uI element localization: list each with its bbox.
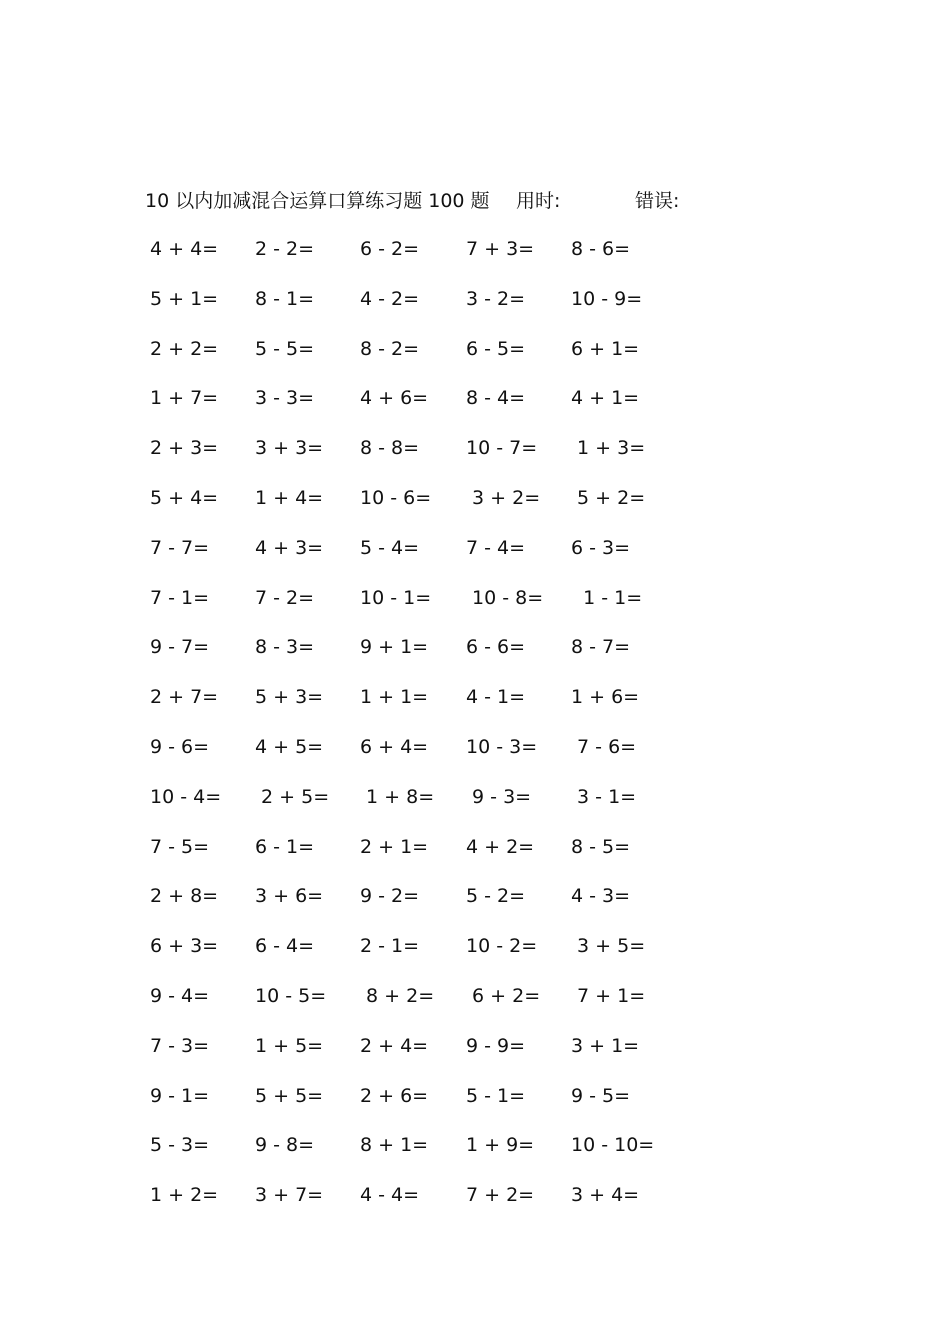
problem-item: 5 + 2= — [571, 486, 646, 509]
problem-item: 5 - 4= — [360, 536, 420, 559]
problem-item: 3 + 2= — [466, 486, 541, 509]
problem-item: 7 - 4= — [466, 536, 526, 559]
problem-item: 1 + 5= — [255, 1034, 324, 1057]
problem-row — [0, 532, 950, 582]
problem-item: 5 - 5= — [255, 337, 315, 360]
problem-item: 8 - 5= — [571, 835, 631, 858]
problem-item: 1 + 1= — [360, 686, 429, 709]
problem-item: 4 + 1= — [571, 387, 640, 410]
problem-item: 3 + 3= — [255, 437, 324, 460]
problem-item: 7 - 3= — [150, 1034, 210, 1057]
problem-item: 2 + 8= — [150, 885, 219, 908]
problem-item: 6 - 3= — [571, 536, 631, 559]
problem-row — [0, 1030, 950, 1080]
problem-row — [0, 432, 950, 482]
problem-item: 2 + 2= — [150, 337, 219, 360]
errors-label: 错误: — [635, 190, 680, 212]
problem-item: 2 + 6= — [360, 1084, 429, 1107]
problem-item: 7 - 2= — [255, 586, 315, 609]
problem-grid — [0, 233, 950, 1229]
problem-item: 10 - 9= — [571, 287, 643, 310]
problem-item: 7 - 1= — [150, 586, 210, 609]
problem-item: 2 + 7= — [150, 686, 219, 709]
problem-item: 6 + 3= — [150, 935, 219, 958]
problem-item: 1 + 7= — [150, 387, 219, 410]
worksheet-header — [145, 186, 845, 216]
problem-item: 9 - 6= — [150, 735, 210, 758]
worksheet-title: 10 以内加减混合运算口算练习题 100 题 — [145, 190, 490, 212]
problem-item: 9 - 5= — [571, 1084, 631, 1107]
problem-item: 5 + 1= — [150, 287, 219, 310]
problem-item: 6 - 1= — [255, 835, 315, 858]
problem-item: 1 + 4= — [255, 486, 324, 509]
problem-row — [0, 233, 950, 283]
problem-item: 1 + 8= — [360, 785, 435, 808]
problem-item: 8 - 3= — [255, 636, 315, 659]
problem-item: 10 - 1= — [360, 586, 432, 609]
problem-item: 9 - 1= — [150, 1084, 210, 1107]
problem-item: 2 - 1= — [360, 935, 420, 958]
problem-item: 2 - 2= — [255, 238, 315, 260]
problem-item: 8 - 2= — [360, 337, 420, 360]
problem-item: 2 + 4= — [360, 1034, 429, 1057]
problem-item: 9 - 9= — [466, 1034, 526, 1057]
problem-item: 6 - 5= — [466, 337, 526, 360]
problem-item: 6 - 6= — [466, 636, 526, 659]
problem-item: 3 + 4= — [571, 1184, 640, 1207]
problem-item: 6 + 2= — [466, 984, 541, 1007]
problem-row — [0, 1080, 950, 1130]
problem-item: 1 + 6= — [571, 686, 640, 709]
problem-item: 9 - 3= — [466, 785, 532, 808]
problem-item: 2 + 3= — [150, 437, 219, 460]
problem-item: 3 - 3= — [255, 387, 315, 410]
problem-row — [0, 681, 950, 731]
problem-item: 10 - 3= — [466, 735, 538, 758]
problem-item: 8 - 1= — [255, 287, 315, 310]
problem-item: 8 - 7= — [571, 636, 631, 659]
problem-item: 7 + 2= — [466, 1184, 535, 1207]
problem-item: 10 - 2= — [466, 935, 538, 958]
time-used-label: 用时: — [516, 190, 561, 212]
problem-item: 3 - 1= — [571, 785, 637, 808]
problem-row — [0, 631, 950, 681]
problem-row — [0, 482, 950, 532]
problem-item: 9 - 2= — [360, 885, 420, 908]
problem-row — [0, 1129, 950, 1179]
problem-item: 4 - 2= — [360, 287, 420, 310]
problem-item: 4 + 2= — [466, 835, 535, 858]
problem-item: 5 - 3= — [150, 1134, 210, 1157]
problem-item: 3 + 6= — [255, 885, 324, 908]
problem-item: 1 + 3= — [571, 437, 646, 460]
problem-item: 4 + 3= — [255, 536, 324, 559]
problem-row — [0, 831, 950, 881]
problem-item: 2 + 1= — [360, 835, 429, 858]
problem-item: 8 + 2= — [360, 984, 435, 1007]
problem-item: 3 + 1= — [571, 1034, 640, 1057]
problem-item: 5 + 4= — [150, 486, 219, 509]
problem-item: 8 - 4= — [466, 387, 526, 410]
problem-item: 6 + 1= — [571, 337, 640, 360]
problem-item: 3 - 2= — [466, 287, 526, 310]
problem-item: 9 + 1= — [360, 636, 429, 659]
problem-item: 8 - 6= — [571, 238, 631, 260]
problem-item: 10 - 5= — [255, 984, 327, 1007]
problem-item: 9 - 7= — [150, 636, 210, 659]
problem-item: 10 - 4= — [150, 785, 222, 808]
problem-item: 3 + 7= — [255, 1184, 324, 1207]
problem-item: 10 - 8= — [466, 586, 544, 609]
problem-item: 1 + 2= — [150, 1184, 219, 1207]
problem-item: 9 - 8= — [255, 1134, 315, 1157]
problem-row — [0, 582, 950, 632]
problem-item: 4 - 1= — [466, 686, 526, 709]
problem-row — [0, 333, 950, 383]
problem-item: 4 + 6= — [360, 387, 429, 410]
problem-item: 4 + 5= — [255, 735, 324, 758]
problem-row — [0, 980, 950, 1030]
problem-item: 5 - 2= — [466, 885, 526, 908]
problem-item: 8 + 1= — [360, 1134, 429, 1157]
problem-item: 7 - 6= — [571, 735, 637, 758]
problem-item: 6 + 4= — [360, 735, 429, 758]
problem-item: 9 - 4= — [150, 984, 210, 1007]
problem-item: 10 - 10= — [571, 1134, 655, 1157]
problem-item: 4 + 4= — [150, 238, 219, 260]
problem-row — [0, 283, 950, 333]
problem-item: 5 - 1= — [466, 1084, 526, 1107]
problem-item: 3 + 5= — [571, 935, 646, 958]
problem-item: 10 - 7= — [466, 437, 538, 460]
problem-row — [0, 382, 950, 432]
problem-row — [0, 1179, 950, 1229]
problem-item: 7 + 3= — [466, 238, 535, 260]
problem-item: 4 - 4= — [360, 1184, 420, 1207]
problem-row — [0, 781, 950, 831]
problem-row — [0, 930, 950, 980]
problem-item: 2 + 5= — [255, 785, 330, 808]
problem-item: 6 - 2= — [360, 238, 420, 260]
problem-item: 6 - 4= — [255, 935, 315, 958]
problem-item: 5 + 3= — [255, 686, 324, 709]
problem-row — [0, 731, 950, 781]
problem-item: 10 - 6= — [360, 486, 432, 509]
problem-row — [0, 880, 950, 930]
problem-item: 1 + 9= — [466, 1134, 535, 1157]
problem-item: 4 - 3= — [571, 885, 631, 908]
problem-item: 1 - 1= — [571, 586, 643, 609]
problem-item: 7 - 7= — [150, 536, 210, 559]
problem-item: 8 - 8= — [360, 437, 420, 460]
problem-item: 7 + 1= — [571, 984, 646, 1007]
problem-item: 5 + 5= — [255, 1084, 324, 1107]
problem-item: 7 - 5= — [150, 835, 210, 858]
